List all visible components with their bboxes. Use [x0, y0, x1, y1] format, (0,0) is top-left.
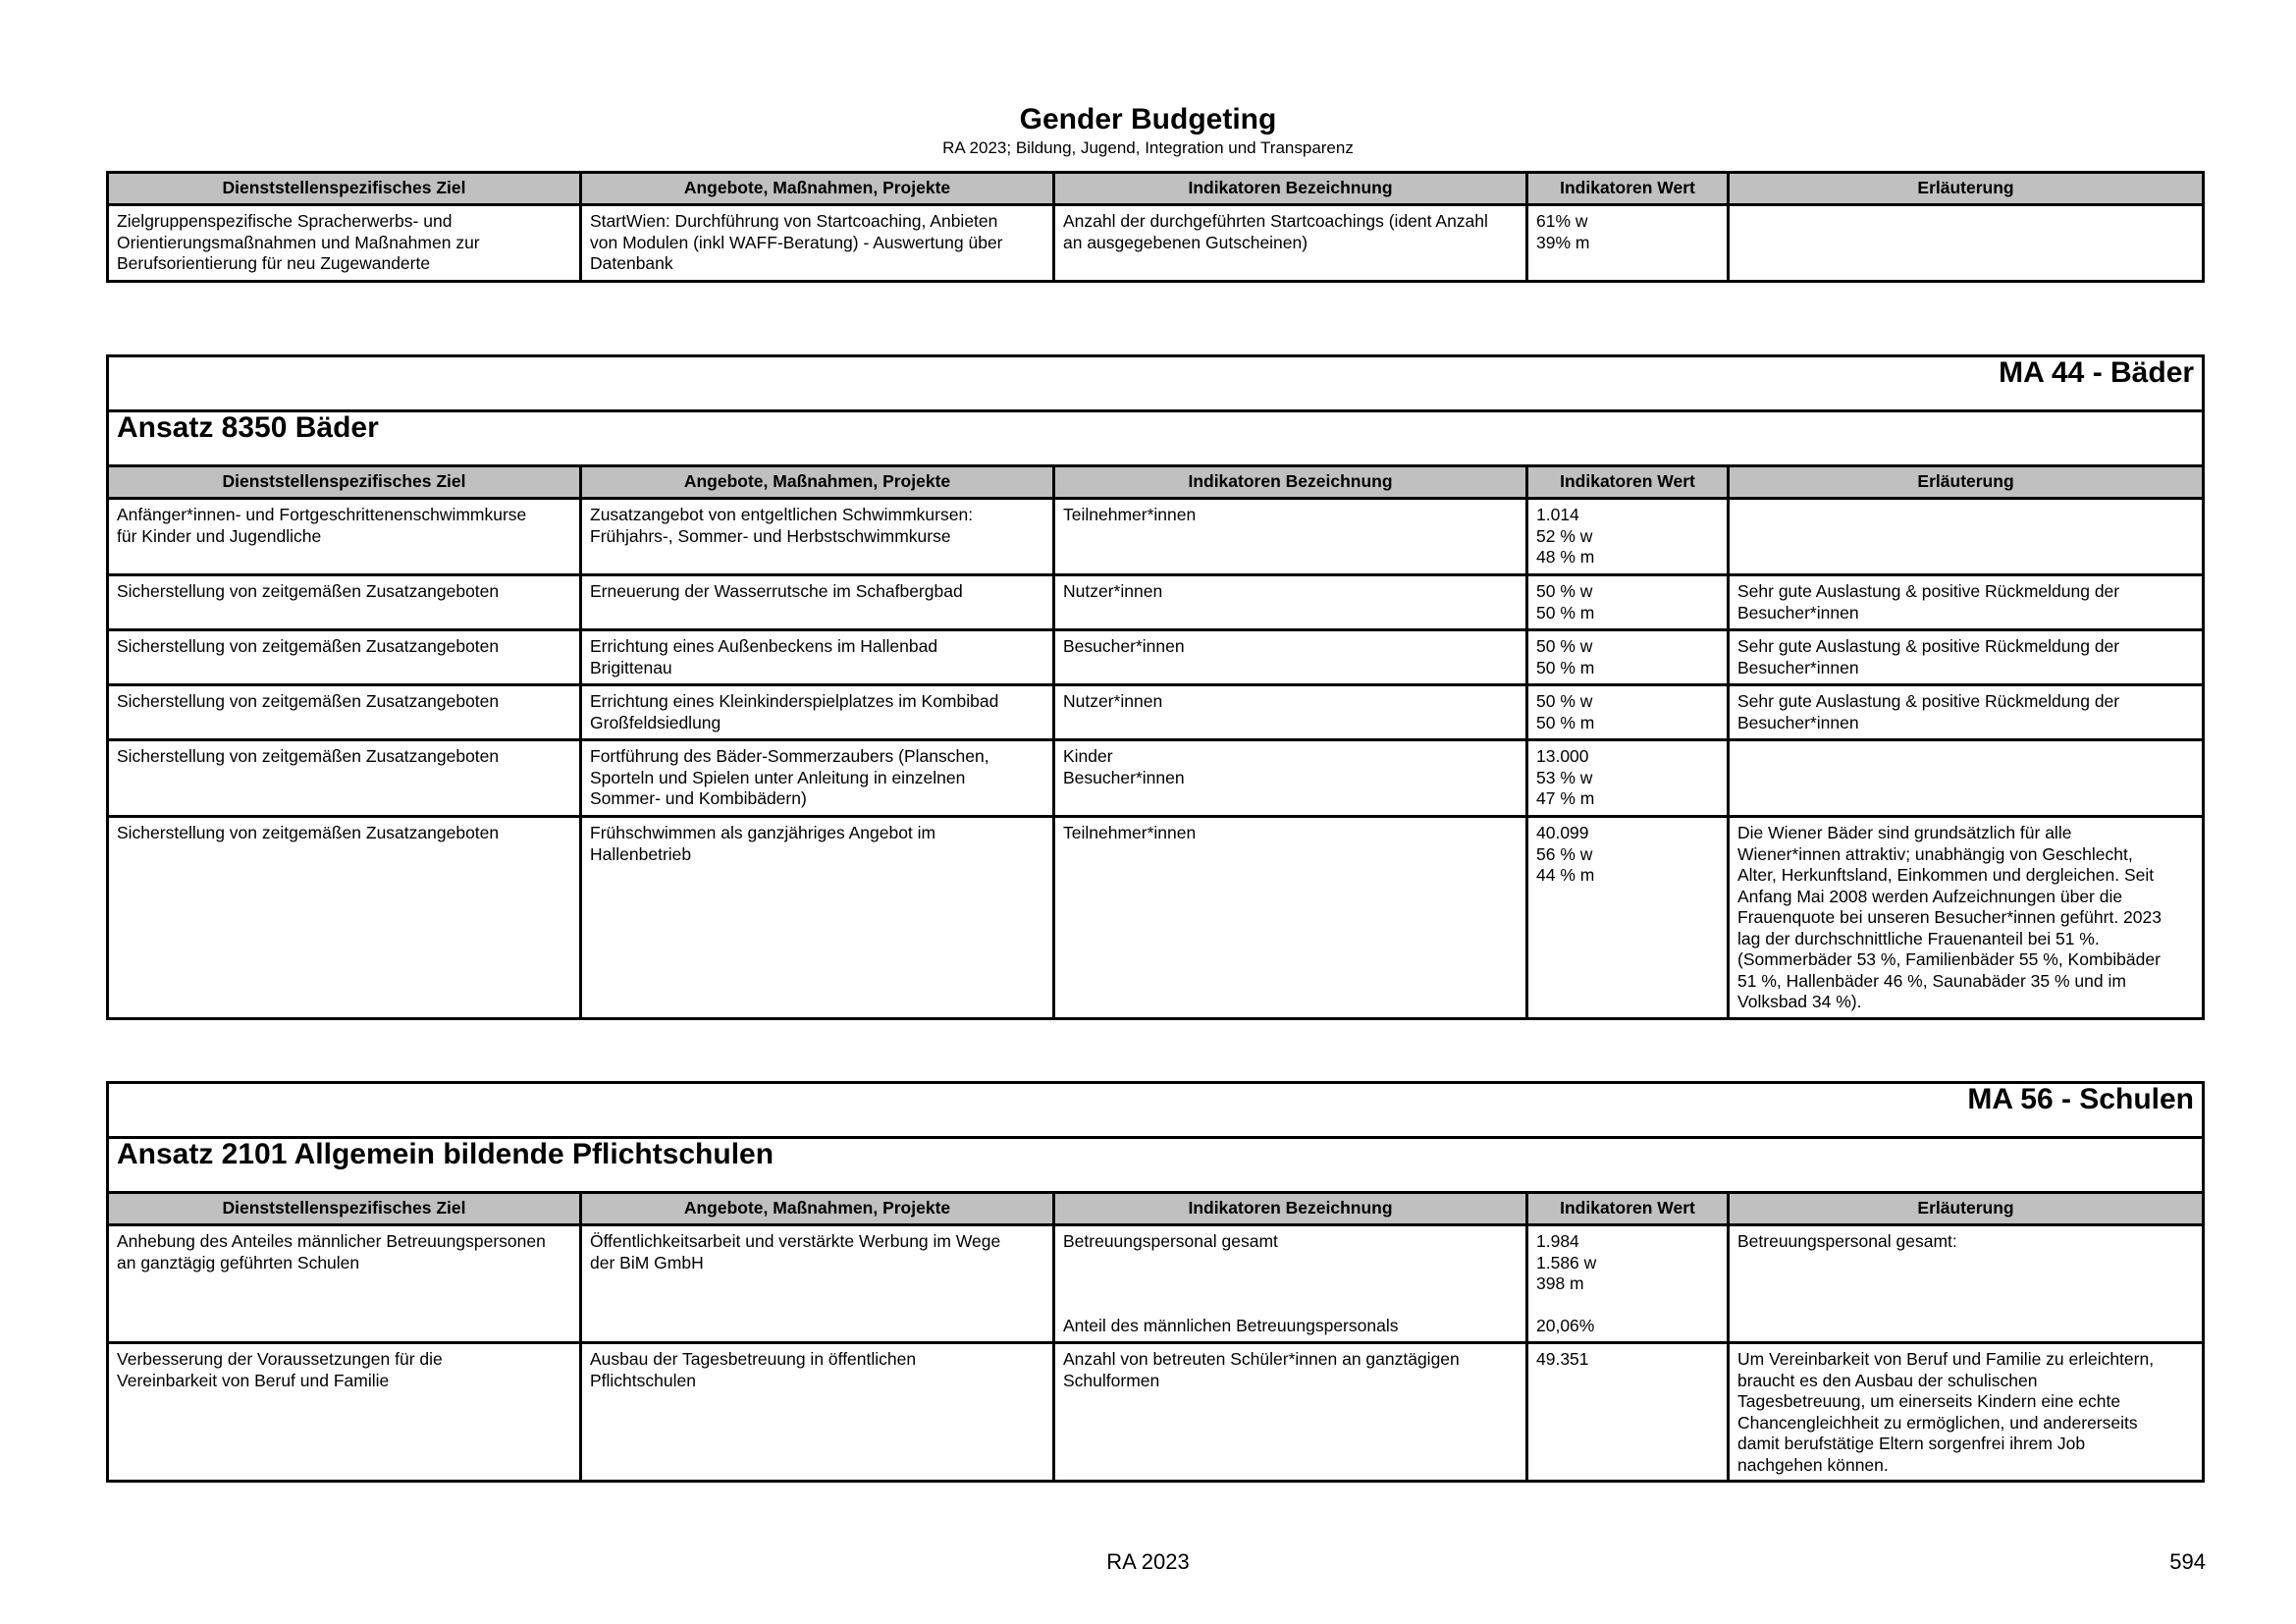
cell-indikator-bezeichnung: Betreuungspersonal gesamt Anteil des männlichen Betreuungspersonals	[1054, 1225, 1527, 1343]
column-header-angebote: Angebote, Maßnahmen, Projekte	[581, 173, 1054, 205]
column-header-indikator-wert: Indikatoren Wert	[1527, 173, 1729, 205]
section-ansatz-row	[108, 411, 2204, 466]
cell-ziel: Zielgruppenspezifische Spracherwerbs- und Orientierungsmaßnahmen und Maßnahmen zur Berufsorientierung für neu Zugewanderte	[108, 205, 581, 282]
column-header-indikator-wert: Indikatoren Wert	[1527, 466, 1729, 499]
cell-angebote: Zusatzangebot von entgeltlichen Schwimmkursen: Frühjahrs-, Sommer- und Herbstschwimmkurse	[581, 499, 1054, 575]
cell-ziel: Sicherstellung von zeitgemäßen Zusatzangeboten	[108, 740, 581, 817]
cell-indikator-wert: 40.099 56 % w 44 % m	[1527, 817, 1729, 1019]
cell-indikator-wert: 1.984 1.586 w 398 m 20,06%	[1527, 1225, 1729, 1343]
cell-angebote: Errichtung eines Außenbeckens im Hallenbad Brigittenau	[581, 630, 1054, 685]
column-header-ziel: Dienststellenspezifisches Ziel	[108, 466, 581, 499]
column-header-indikator-wert: Indikatoren Wert	[1527, 1193, 1729, 1225]
table-row	[108, 1343, 2204, 1482]
column-header-indikator-bezeichnung: Indikatoren Bezeichnung	[1054, 466, 1527, 499]
cell-indikator-wert: 49.351	[1527, 1343, 1729, 1482]
cell-ziel: Verbesserung der Voraussetzungen für die Vereinbarkeit von Beruf und Familie	[108, 1343, 581, 1482]
table-header-row	[108, 466, 2204, 499]
cell-indikator-bezeichnung: Anzahl von betreuten Schüler*innen an ganztägigen Schulformen	[1054, 1343, 1527, 1482]
table-row	[108, 205, 2204, 282]
section-ma-title: MA 44 - Bäder	[108, 356, 2204, 411]
section-ma-title: MA 56 - Schulen	[108, 1083, 2204, 1138]
column-header-indikator-bezeichnung: Indikatoren Bezeichnung	[1054, 173, 1527, 205]
table-header-row	[108, 1193, 2204, 1225]
ma56-schulen-table	[106, 1081, 2205, 1483]
cell-erlaeuterung: Sehr gute Auslastung & positive Rückmeldung der Besucher*innen	[1729, 630, 2204, 685]
cell-angebote: Ausbau der Tagesbetreuung in öffentlichen Pflichtschulen	[581, 1343, 1054, 1482]
cell-erlaeuterung: Sehr gute Auslastung & positive Rückmeldung der Besucher*innen	[1729, 685, 2204, 740]
cell-indikator-wert: 61% w 39% m	[1527, 205, 1729, 282]
column-header-angebote: Angebote, Maßnahmen, Projekte	[581, 466, 1054, 499]
cell-angebote: StartWien: Durchführung von Startcoaching, Anbieten von Modulen (inkl WAFF-Beratung) - Auswertung über Datenbank	[581, 205, 1054, 282]
cell-ziel: Sicherstellung von zeitgemäßen Zusatzangeboten	[108, 575, 581, 630]
column-header-angebote: Angebote, Maßnahmen, Projekte	[581, 1193, 1054, 1225]
cell-angebote: Fortführung des Bäder-Sommerzaubers (Planschen, Sporteln und Spielen unter Anleitung in einzelnen Sommer- und Kombibädern)	[581, 740, 1054, 817]
cell-erlaeuterung: Die Wiener Bäder sind grundsätzlich für alle Wiener*innen attraktiv; unabhängig von Geschlecht, Alter, Herkunftsland, Einkommen und dergleichen. Seit Anfang Mai 2008 werden Aufzeichnungen über die Frauenquote bei unseren Besucher*innen geführt. 2023 lag der durchschnittliche Frauenanteil bei 51 %. (Sommerbäder 53 %, Familienbäder 55 %, Kombibäder 51 %, Hallenbäder 46 %, Saunabäder 35 % und im Volksbad 34 %).	[1729, 817, 2204, 1019]
section-ansatz-row	[108, 1138, 2204, 1193]
cell-angebote: Öffentlichkeitsarbeit und verstärkte Werbung im Wege der BiM GmbH	[581, 1225, 1054, 1343]
cell-indikator-bezeichnung: Nutzer*innen	[1054, 685, 1527, 740]
cell-indikator-bezeichnung: Anzahl der durchgeführten Startcoachings (ident Anzahl an ausgegebenen Gutscheinen)	[1054, 205, 1527, 282]
cell-erlaeuterung: Sehr gute Auslastung & positive Rückmeldung der Besucher*innen	[1729, 575, 2204, 630]
cell-angebote: Erneuerung der Wasserrutsche im Schafbergbad	[581, 575, 1054, 630]
section-ansatz-title: Ansatz 2101 Allgemein bildende Pflichtschulen	[108, 1138, 2204, 1193]
cell-ziel: Sicherstellung von zeitgemäßen Zusatzangeboten	[108, 685, 581, 740]
table-row	[108, 1225, 2204, 1343]
column-header-erlaeuterung: Erläuterung	[1729, 173, 2204, 205]
integration-table	[106, 171, 2205, 283]
table-row	[108, 685, 2204, 740]
column-header-erlaeuterung: Erläuterung	[1729, 466, 2204, 499]
section-header-row	[108, 1083, 2204, 1138]
cell-ziel: Anfänger*innen- und Fortgeschrittenenschwimmkurse für Kinder und Jugendliche	[108, 499, 581, 575]
cell-indikator-wert: 50 % w 50 % m	[1527, 685, 1729, 740]
section-header-row	[108, 356, 2204, 411]
cell-erlaeuterung	[1729, 499, 2204, 575]
cell-indikator-bezeichnung: Besucher*innen	[1054, 630, 1527, 685]
cell-indikator-wert: 13.000 53 % w 47 % m	[1527, 740, 1729, 817]
column-header-ziel: Dienststellenspezifisches Ziel	[108, 173, 581, 205]
cell-indikator-wert: 50 % w 50 % m	[1527, 575, 1729, 630]
table-row	[108, 575, 2204, 630]
column-header-ziel: Dienststellenspezifisches Ziel	[108, 1193, 581, 1225]
page-header	[0, 102, 2296, 159]
table-row	[108, 740, 2204, 817]
cell-ziel: Sicherstellung von zeitgemäßen Zusatzangeboten	[108, 817, 581, 1019]
cell-indikator-wert: 1.014 52 % w 48 % m	[1527, 499, 1729, 575]
column-header-indikator-bezeichnung: Indikatoren Bezeichnung	[1054, 1193, 1527, 1225]
cell-angebote: Errichtung eines Kleinkinderspielplatzes im Kombibad Großfeldsiedlung	[581, 685, 1054, 740]
cell-ziel: Anhebung des Anteiles männlicher Betreuungspersonen an ganztägig geführten Schulen	[108, 1225, 581, 1343]
document-subtitle: RA 2023; Bildung, Jugend, Integration und Transparenz	[942, 138, 1354, 157]
cell-erlaeuterung: Um Vereinbarkeit von Beruf und Familie zu erleichtern, braucht es den Ausbau der schulischen Tagesbetreuung, um einerseits Kindern eine echte Chancengleichheit zu ermöglichen, und andererseits damit berufstätige Eltern sorgenfrei ihrem Job nachgehen können.	[1729, 1343, 2204, 1482]
cell-indikator-bezeichnung: Kinder Besucher*innen	[1054, 740, 1527, 817]
table-row	[108, 499, 2204, 575]
cell-ziel: Sicherstellung von zeitgemäßen Zusatzangeboten	[108, 630, 581, 685]
ma44-baeder-table	[106, 354, 2205, 1020]
section-ansatz-title: Ansatz 8350 Bäder	[108, 411, 2204, 466]
table-row	[108, 817, 2204, 1019]
cell-erlaeuterung	[1729, 740, 2204, 817]
table-row	[108, 630, 2204, 685]
cell-erlaeuterung	[1729, 205, 2204, 282]
cell-indikator-bezeichnung: Nutzer*innen	[1054, 575, 1527, 630]
cell-indikator-bezeichnung: Teilnehmer*innen	[1054, 499, 1527, 575]
cell-angebote: Frühschwimmen als ganzjähriges Angebot im Hallenbetrieb	[581, 817, 1054, 1019]
column-header-erlaeuterung: Erläuterung	[1729, 1193, 2204, 1225]
footer-report-label: RA 2023	[1106, 1549, 1190, 1574]
document-title: Gender Budgeting	[1019, 103, 1277, 135]
cell-erlaeuterung: Betreuungspersonal gesamt:	[1729, 1225, 2204, 1343]
page-number: 594	[2169, 1549, 2206, 1574]
cell-indikator-bezeichnung: Teilnehmer*innen	[1054, 817, 1527, 1019]
table-header-row	[108, 173, 2204, 205]
cell-indikator-wert: 50 % w 50 % m	[1527, 630, 1729, 685]
